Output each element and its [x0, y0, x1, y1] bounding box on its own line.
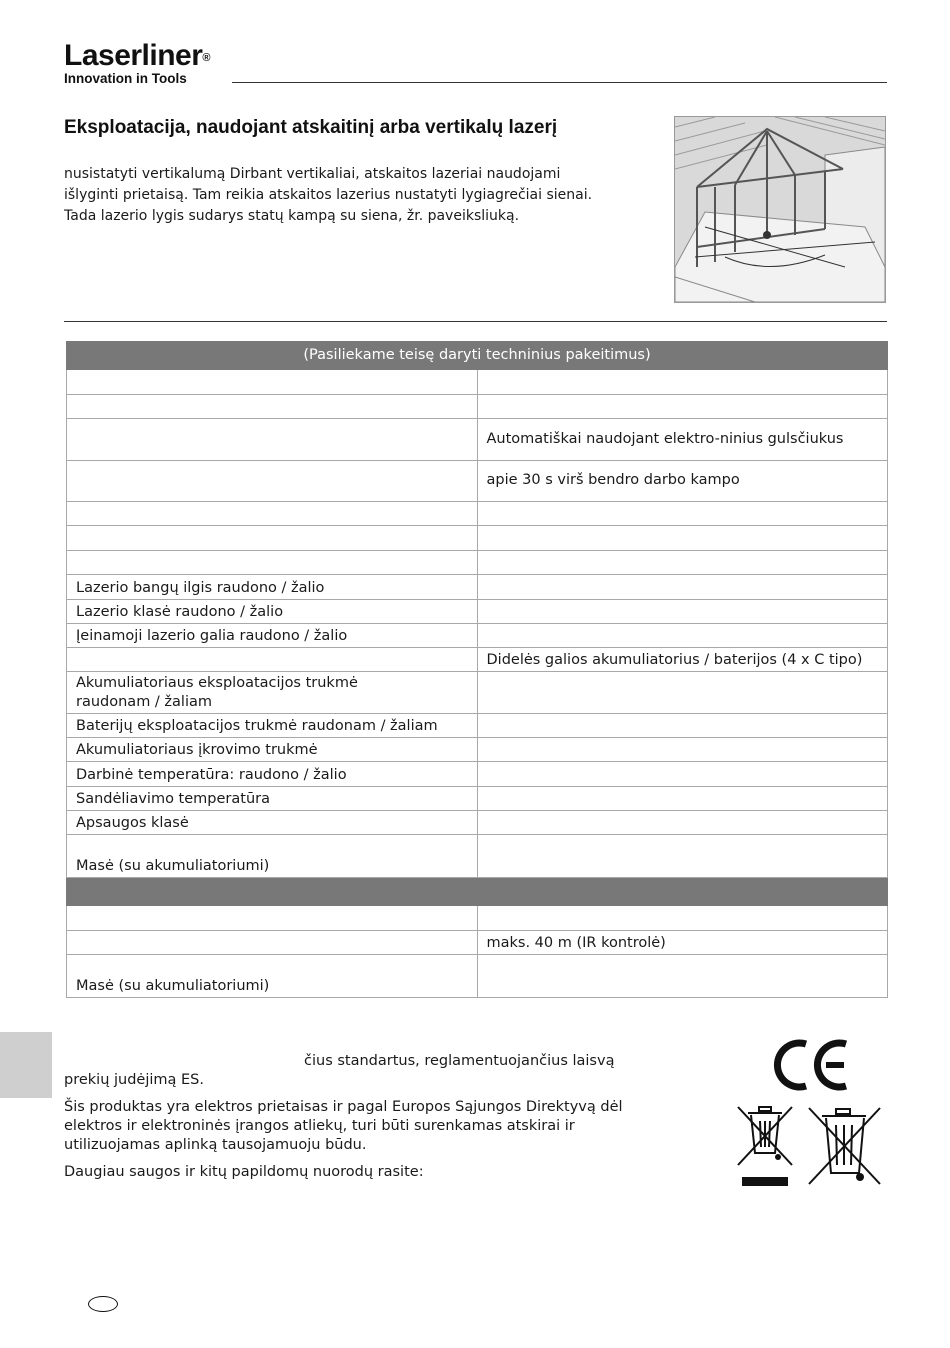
table-row — [67, 502, 888, 526]
spec-label: Akumuliatoriaus įkrovimo trukmė — [67, 738, 478, 762]
table-header-row — [67, 342, 888, 370]
spec-value — [477, 551, 888, 575]
spec-label: Darbinė temperatūra: raudono / žalio — [67, 762, 478, 787]
spec-value — [477, 762, 888, 787]
crossed-bin-icon — [806, 1105, 882, 1187]
spec-label — [67, 672, 478, 714]
remote-table-header — [67, 878, 888, 906]
crossed-bin-icon — [736, 1105, 794, 1187]
ce-mark-icon — [770, 1038, 852, 1092]
brand-tagline: Innovation in Tools — [64, 71, 187, 86]
spec-value — [477, 370, 888, 395]
spec-value — [477, 502, 888, 526]
table-row — [67, 624, 888, 648]
spec-label: Baterijų eksploatacijos trukmė raudonam / žaliam — [67, 714, 478, 738]
more-info-paragraph: Daugiau saugos ir kitų papildomų nuorodų rasite: — [64, 1164, 424, 1180]
laser-room-illustration — [674, 116, 886, 303]
table-row — [67, 419, 888, 461]
spec-value: apie 30 s virš bendro darbo kampo — [477, 461, 888, 502]
compliance-text — [64, 1052, 649, 1190]
technical-data-table — [66, 341, 888, 998]
section-text-line: nusistatyti vertikalumą Dirbant vertikaliai, atskaitos lazeriai naudojami — [64, 166, 561, 182]
spec-label — [67, 526, 478, 551]
remote-header-row — [67, 878, 888, 906]
section-text-line: išlyginti prietaisą. Tam reikia atskaitos lazerius nustatyti lygiagrečiai sienai. — [64, 187, 593, 203]
section-text-line: Tada lazerio lygis sudarys statų kampą su siena, žr. paveiksliuką. — [64, 208, 520, 224]
spec-label: Masė (su akumuliatoriumi) — [67, 835, 478, 878]
weee-paragraph: Šis produktas yra elektros prietaisas ir pagal Europos Sąjungos Direktyvą dėl elektros ir elektroninės įrangos atliekų, turi būti surenkamas atskirai ir utilizuojamas aplinką tausojamuoju būdu. — [64, 1099, 623, 1153]
spec-label — [67, 419, 478, 461]
spec-label — [67, 461, 478, 502]
spec-value — [477, 835, 888, 878]
spec-label: Masė (su akumuliatoriumi) — [67, 955, 478, 998]
spec-label-line: raudonam / žaliam — [76, 694, 212, 710]
page-side-tab — [0, 1032, 52, 1098]
spec-value — [477, 714, 888, 738]
table-row — [67, 714, 888, 738]
spec-label: Apsaugos klasė — [67, 811, 478, 835]
table-row — [67, 787, 888, 811]
spec-label: Lazerio bangų ilgis raudono / žalio — [67, 575, 478, 600]
spec-label — [67, 648, 478, 672]
spec-label-line: Akumuliatoriaus eksploatacijos trukmė — [76, 675, 358, 691]
table-row — [67, 395, 888, 419]
language-badge — [88, 1296, 118, 1312]
spec-label: Sandėliavimo temperatūra — [67, 787, 478, 811]
spec-value — [477, 624, 888, 648]
spec-label — [67, 551, 478, 575]
header-rule — [232, 82, 887, 83]
table-row — [67, 762, 888, 787]
spec-value — [477, 600, 888, 624]
section-rule — [64, 321, 887, 322]
section-text — [64, 164, 654, 227]
table-row — [67, 600, 888, 624]
declaration-line: čius standartus, reglamentuojančius laisvą — [304, 1053, 615, 1069]
spec-value — [477, 787, 888, 811]
table-row — [67, 835, 888, 878]
table-header: (Pasiliekame teisę daryti techninius pakeitimus) — [67, 342, 888, 370]
spec-value: Automatiškai naudojant elektro-ninius gulsčiukus — [477, 419, 888, 461]
table-row — [67, 906, 888, 931]
table-row — [67, 370, 888, 395]
spec-value — [477, 811, 888, 835]
spec-value — [477, 672, 888, 714]
spec-label — [67, 931, 478, 955]
table-row — [67, 648, 888, 672]
spec-value — [477, 738, 888, 762]
section-title: Eksploatacija, naudojant atskaitinį arba vertikalų lazerį — [64, 117, 558, 138]
table-row — [67, 738, 888, 762]
spec-value: maks. 40 m (IR kontrolė) — [477, 931, 888, 955]
table-row — [67, 461, 888, 502]
table-row — [67, 955, 888, 998]
brand-name: Laserliner® — [64, 39, 211, 72]
spec-value — [477, 575, 888, 600]
spec-label — [67, 395, 478, 419]
table-row — [67, 575, 888, 600]
table-row — [67, 811, 888, 835]
spec-label — [67, 906, 478, 931]
table-row — [67, 551, 888, 575]
table-row — [67, 931, 888, 955]
spec-label — [67, 370, 478, 395]
spec-value — [477, 395, 888, 419]
spec-label: Lazerio klasė raudono / žalio — [67, 600, 478, 624]
table-row — [67, 526, 888, 551]
spec-value — [477, 526, 888, 551]
table-row — [67, 672, 888, 714]
spec-value: Didelės galios akumuliatorius / baterijos (4 x C tipo) — [477, 648, 888, 672]
registered-mark: ® — [202, 52, 211, 64]
declaration-paragraph — [64, 1052, 649, 1090]
spec-value — [477, 906, 888, 931]
spec-label: Įeinamoji lazerio galia raudono / žalio — [67, 624, 478, 648]
declaration-line: prekių judėjimą ES. — [64, 1072, 204, 1088]
spec-value — [477, 955, 888, 998]
spec-label — [67, 502, 478, 526]
laserliner-logo — [64, 40, 210, 86]
